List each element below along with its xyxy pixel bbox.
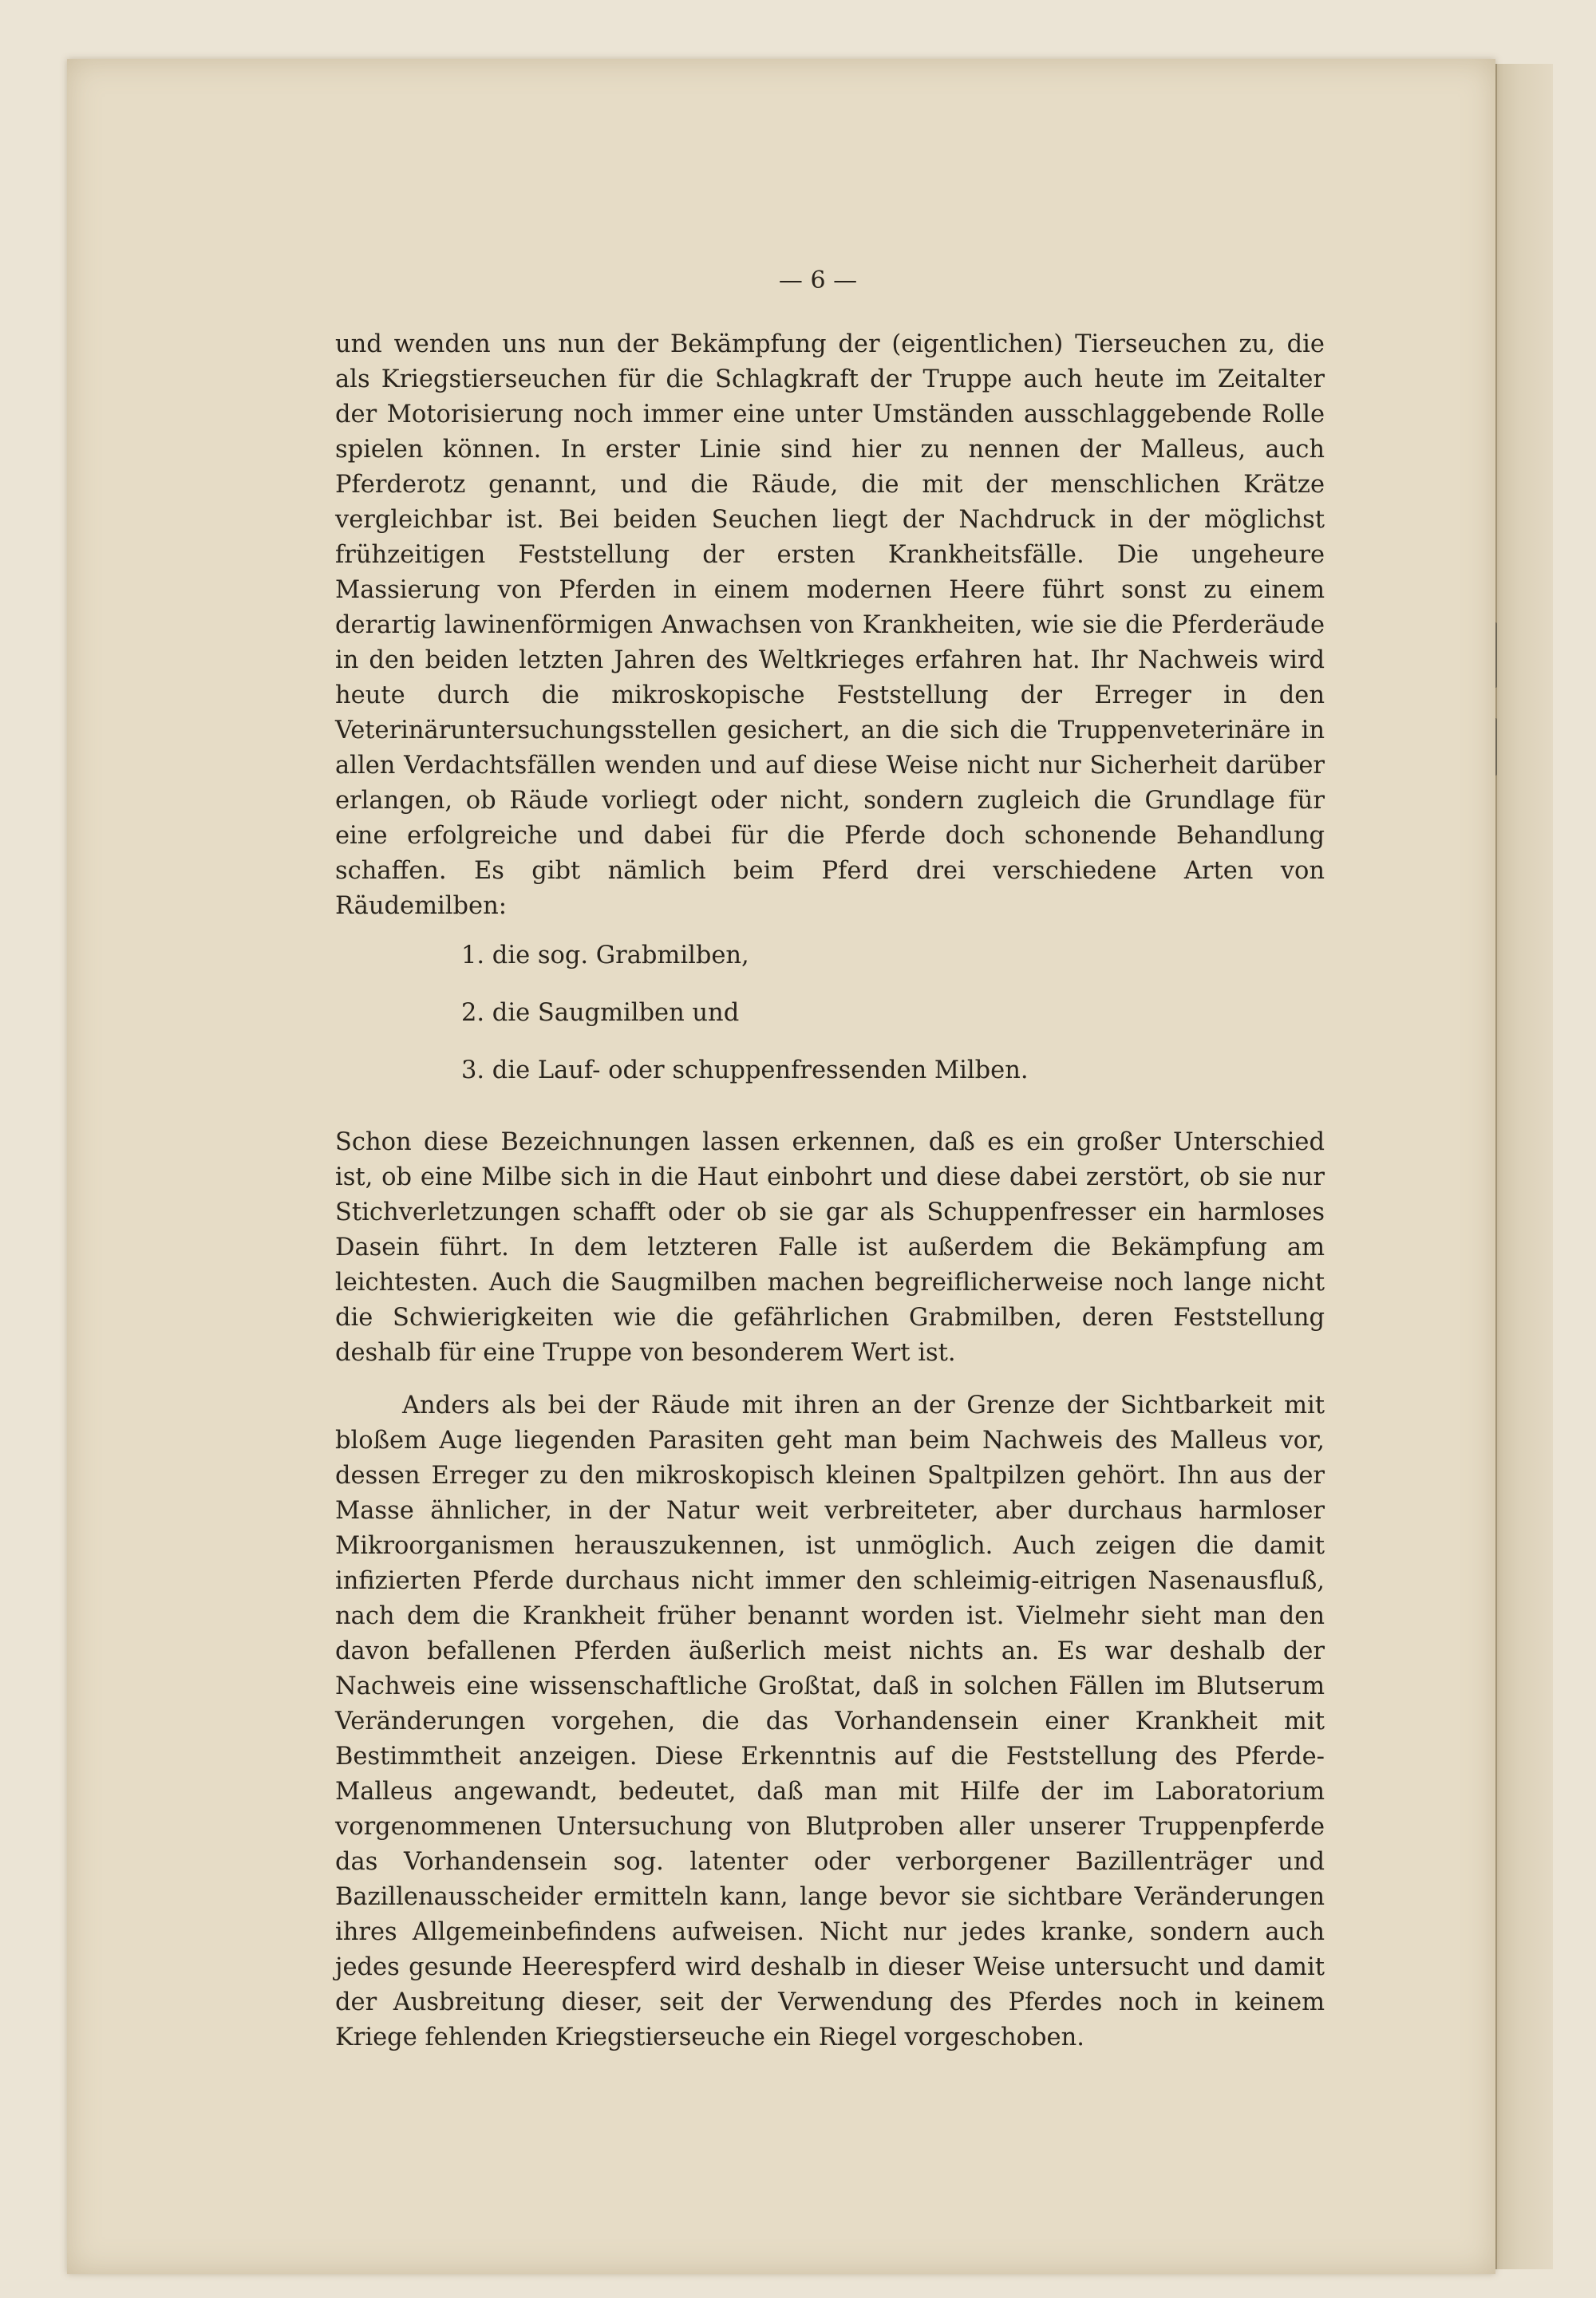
paragraph-malleus: Anders als bei der Räude mit ihren an der Grenze der Sichtbarkeit mit bloßem Auge liegenden Parasiten geht man beim Nachweis des Malleus vor, dessen Erreger zu den mikroskopisch kleinen Spaltpilzen gehört. Ihn aus der Masse ähnlicher, in der Natur weit verbreiteter, aber durchaus harmloser Mikroorganismen herauszukennen, ist unmöglich. Auch zeigen die damit infizierten Pferde durchaus nicht immer den schleimig-eitrigen Nasenausfluß, nach dem die Krankheit früher benannt worden ist. Vielmehr sieht man den davon befallenen Pferden äußerlich meist nichts an. Es war deshalb der Nachweis eine wissenschaftliche Großtat, daß in solchen Fällen im Blutserum Veränderungen vorgehen, die das Vorhandensein einer Krankheit mit Bestimmtheit anzeigen. Diese Erkenntnis auf die Feststellung des Pferde-Malleus angewandt, bedeutet, daß man mit Hilfe der im Laboratorium vorgenommenen Untersuchung von Blutproben aller unserer Truppenpferde das Vorhandensein sog. latenter oder verborgener Bazillenträger und Bazillenausscheider ermitteln kann, lange bevor sie sichtbare Veränderungen ihres Allgemeinbefindens aufweisen. Nicht nur jedes kranke, sondern auch jedes gesunde Heerespferd wird deshalb in dieser Weise untersucht und damit der Ausbreitung dieser, seit der Verwendung des Pferdes noch in keinem Kriege fehlenden Kriegstierseuche ein Riegel vorgeschoben. <box>335 1392 1325 2051</box>
paragraph-bezeichnungen: Schon diese Bezeichnungen lassen erkennen, daß es ein großer Unterschied ist, ob eine Milbe sich in die Haut einbohrt und diese dabei zerstört, ob sie nur Stichverletzungen schafft oder ob sie gar als Schuppenfresser ein harmloses Dasein führt. In dem letzteren Falle ist außerdem die Bekämpfung am leichtesten. Auch die Saugmilben machen begreiflicherweise noch lange nicht die Schwierigkeiten wie die gefährlichen Grabmilben, deren Feststellung deshalb für eine Truppe von besonderem Wert ist. <box>335 1128 1325 1367</box>
paragraph-gap <box>335 1371 1325 1388</box>
page-number: — 6 — <box>778 267 858 294</box>
mite-list <box>335 938 1325 1111</box>
list-item: 1. die sog. Grabmilben, <box>461 942 749 969</box>
next-page-edge <box>1495 64 1553 2269</box>
page-content <box>335 263 1325 2055</box>
list-item: 2. die Saugmilben und <box>461 999 740 1027</box>
paragraph-seuchen: und wenden uns nun der Bekämpfung der (eigentlichen) Tierseuchen zu, die als Kriegstierseuchen für die Schlagkraft der Truppe auch heute im Zeitalter der Motorisierung noch immer eine unter Umständen ausschlaggebende Rolle spielen können. In erster Linie sind hier zu nennen der Malleus, auch Pferderotz genannt, und die Räude, die mit der menschlichen Krätze vergleichbar ist. Bei beiden Seuchen liegt der Nachdruck in der möglichst frühzeitigen Feststellung der ersten Krankheitsfälle. Die ungeheure Massierung von Pferden in einem modernen Heere führt sonst zu einem derartig lawinenförmigen Anwachsen von Krankheiten, wie sie die Pferderäude in den beiden letzten Jahren des Weltkrieges erfahren hat. Ihr Nachweis wird heute durch die mikroskopische Feststellung der Erreger in den Veterinäruntersuchungsstellen gesichert, an die sich die Truppenveterinäre in allen Verdachtsfällen wenden und auf diese Weise nicht nur Sicherheit darüber erlangen, ob Räude vorliegt oder nicht, sondern zugleich die Grundlage für eine erfolgreiche und dabei für die Pferde doch schonende Behandlung schaffen. Es gibt nämlich beim Pferd drei verschiedene Arten von Räudemilben: <box>335 330 1325 920</box>
list-item: 3. die Lauf- oder schuppenfressenden Milben. <box>461 1056 1029 1084</box>
